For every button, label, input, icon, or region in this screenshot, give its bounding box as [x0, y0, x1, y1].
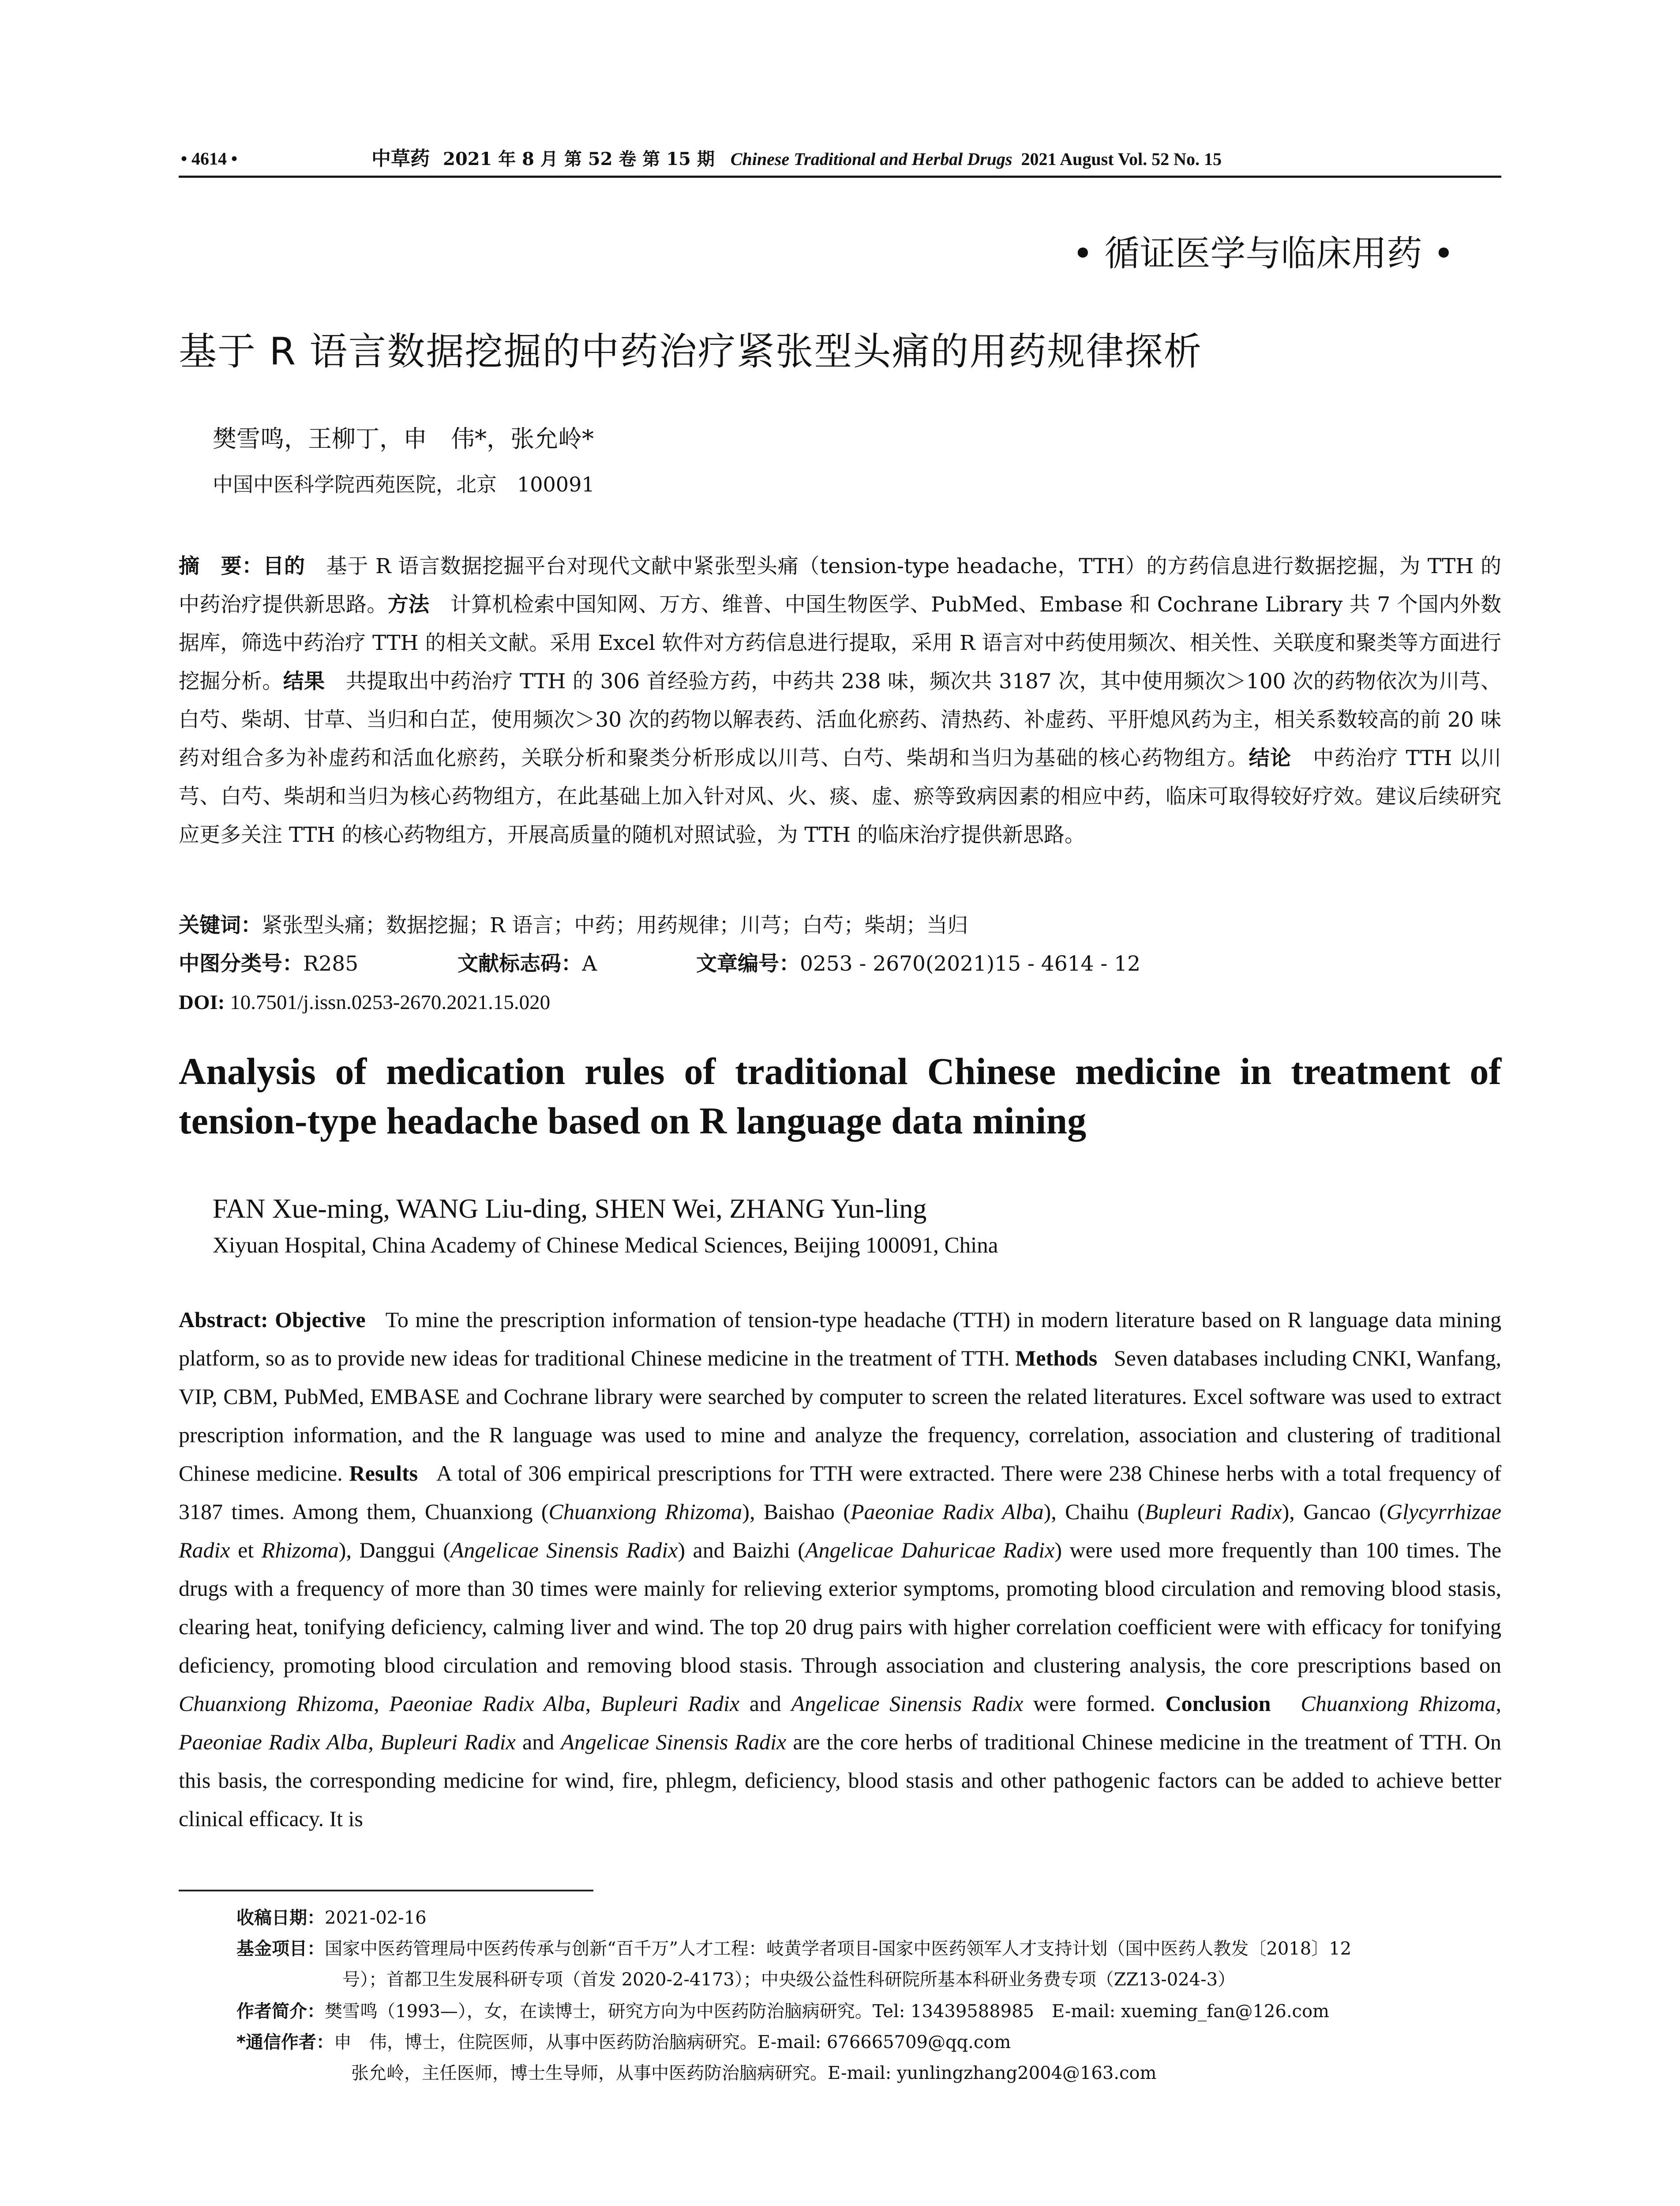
classification-line: [179, 951, 1140, 977]
affiliation-en: Xiyuan Hospital, China Academy of Chinese Medical Sciences, Beijing 100091, China: [213, 1233, 998, 1258]
herb-name: Angelicae Sinensis Radix: [561, 1730, 787, 1754]
results-en-label: Results: [349, 1461, 418, 1486]
footnote-author: [236, 1997, 1329, 2026]
herb-name: Chuanxiong Rhizoma: [1301, 1691, 1496, 1716]
journal-name-en: Chinese Traditional and Herbal Drugs: [730, 149, 1012, 169]
footnote-corresponding: [236, 2028, 1011, 2056]
doc-code-label: 文献标志码：: [458, 952, 582, 976]
header-rule: [179, 176, 1501, 178]
herb-name: Angelicae Sinensis Radix: [791, 1691, 1024, 1716]
conclusion-en-text: ,: [1496, 1691, 1502, 1716]
clc-value: R285: [303, 952, 359, 976]
authors-en: FAN Xue-ming, WANG Liu-ding, SHEN Wei, ZHANG Yun-ling: [213, 1194, 927, 1224]
results-cn-label: 结果: [283, 669, 325, 694]
abstract-cn-label: 摘 要：: [179, 554, 263, 578]
conclusion-en-text: are the core herbs of traditional Chinese medicine in the treatment of TTH. On this basis, the corresponding medicine for wind, fire, phlegm, deficiency, blood stasis and other pathogenic factors can be added to achieve better clinical efficacy. It is: [179, 1730, 1501, 1831]
results-en-text: A total of 306 empirical prescriptions for TTH were extracted. There were 238 Chinese herbs with a total frequency of 3187 times. Among them, Chuanxiong (: [179, 1461, 1502, 1524]
fund-line-2: 号）；首都卫生发展科研专项（首发 2020-2-4173）；中央级公益性科研院所基本科研业务费专项（ZZ13-024-3）: [342, 1970, 1236, 1990]
doi-value: 10.7501/j.issn.0253-2670.2021.15.020: [230, 991, 551, 1014]
clc-label: 中图分类号：: [179, 952, 303, 976]
results-en-text: were formed.: [1023, 1691, 1155, 1716]
footnote-rule: [179, 1890, 593, 1891]
methods-en: Seven databases including CNKI, Wanfang, VIP, CBM, PubMed, EMBASE and Cochrane library were searched by computer to screen the related literatures. Excel software was used to extract prescription information, and the R language was used to mine and analyze the frequency, correlation, association and clustering of traditional Chinese medicine.: [179, 1346, 1502, 1486]
herb-name: Angelicae Dahuricae Radix: [805, 1538, 1055, 1562]
methods-cn: 计算机检索中国知网、万方、维普、中国生物医学、PubMed、Embase 和 Cochrane Library 共 7 个国内外数据库，筛选中药治疗 TTH 的相关文献。采用 Excel 软件对方药信息进行提取，采用 R 语言对中药使用频次、相关性、关联度和聚类等方面进行挖掘分析。: [179, 593, 1501, 694]
footnote-received: [236, 1904, 427, 1932]
results-en-text: ,: [585, 1691, 601, 1716]
results-en-text: ,: [374, 1691, 390, 1716]
results-en-text: et: [230, 1538, 262, 1562]
abstract-cn: [179, 547, 1501, 854]
received-date: 2021-02-16: [325, 1908, 427, 1928]
results-en-text: ) were used more frequently than 100 times. The drugs with a frequency of more than 30 times were mainly for relieving exterior symptoms, promoting blood circulation and removing blood stasis, clearing heat, tonifying deficiency, calming liver and wind. The top 20 drug pairs with higher correlation coefficient were with efficacy for tonifying deficiency, promoting blood circulation and removing blood stasis. Through association and clustering analysis, the core prescriptions based on: [179, 1538, 1502, 1677]
doi-label: DOI:: [179, 991, 225, 1014]
results-en-text: and: [739, 1691, 791, 1716]
conclusion-en-text: and: [515, 1730, 561, 1754]
herb-name: Rhizoma: [261, 1538, 339, 1562]
corresponding-author-2: 张允岭，主任医师，博士生导师，从事中医药防治脑病研究。E-mail: yunlingzhang2004@163.com: [351, 2063, 1157, 2083]
keywords-text: 紧张型头痛；数据挖掘；R 语言；中药；用药规律；川芎；白芍；柴胡；当归: [262, 913, 968, 938]
results-en-text: ), Danggui (: [338, 1538, 450, 1562]
herb-name: Chuanxiong Rhizoma: [548, 1499, 742, 1524]
methods-cn-label: 方法: [387, 593, 430, 617]
herb-name: Bupleuri Radix: [380, 1730, 516, 1754]
abstract-en: [179, 1301, 1501, 1838]
section-heading: • 循证医学与临床用药 •: [1072, 233, 1454, 274]
objective-cn-label: 目的: [263, 554, 305, 578]
objective-cn: 基于 R 语言数据挖掘平台对现代文献中紧张型头痛（tension-type headache，TTH）的方药信息进行数据挖掘，为 TTH 的中药治疗提供新思路。: [179, 554, 1502, 617]
conclusion-en-label: Conclusion: [1165, 1691, 1271, 1716]
results-cn: 共提取出中药治疗 TTH 的 306 首经验方药，中药共 238 味，频次共 3187 次，其中使用频次＞100 次的药物依次为川芎、白芍、柴胡、甘草、当归和白芷，使用频次＞30 次的药物以解表药、活血化瘀药、清热药、补虚药、平肝熄风药为主，相关系数较高的前 20 味药对组合多为补虚药和活血化瘀药，关联分析和聚类分析形成以川芎、白芍、柴胡和当归为基础的核心药物组方。: [179, 669, 1501, 770]
herb-name: Angelicae Sinensis Radix: [450, 1538, 678, 1562]
herb-name: Chuanxiong Rhizoma: [179, 1691, 374, 1716]
results-en-text: ), Chaihu (: [1043, 1499, 1145, 1524]
corresponding-author-1: 申 伟，博士，住院医师，从事中医药防治脑病研究。E-mail: 676665709@qq.com: [334, 2032, 1011, 2052]
journal-name-cn: 中草药: [371, 147, 430, 170]
footnote-fund: [236, 1935, 1351, 1963]
conclusion-cn: 中药治疗 TTH 以川芎、白芍、柴胡和当归为核心药物组方，在此基础上加入针对风、火、痰、虚、瘀等致病因素的相应中药，临床可取得较好疗效。建议后续研究应更多关注 TTH 的核心药物组方，开展高质量的随机对照试验，为 TTH 的临床治疗提供新思路。: [179, 746, 1502, 847]
title-cn: 基于 R 语言数据挖掘的中药治疗紧张型头痛的用药规律探析: [179, 330, 1203, 374]
herb-name: Paeoniae Radix Alba: [850, 1499, 1044, 1524]
fund-label: 基金项目：: [236, 1939, 325, 1959]
methods-en-label: Methods: [1015, 1346, 1098, 1370]
results-en-text: ), Gancao (: [1282, 1499, 1387, 1524]
herb-name: Bupleuri Radix: [600, 1691, 740, 1716]
received-label: 收稿日期：: [236, 1908, 325, 1928]
author-bio-label: 作者简介：: [236, 2001, 325, 2022]
results-en-text: ), Baishao (: [742, 1499, 851, 1524]
keywords-label: 关键词：: [179, 913, 262, 938]
keywords-cn: [179, 912, 968, 939]
herb-name: Paeoniae Radix Alba: [179, 1730, 368, 1754]
authors-cn: 樊雪鸣，王柳丁，申 伟*，张允岭*: [213, 425, 594, 453]
article-number-value: 0253 - 2670(2021)15 - 4614 - 12: [799, 952, 1140, 976]
herb-name: Bupleuri Radix: [1144, 1499, 1282, 1524]
results-en-text: ) and Baizhi (: [678, 1538, 805, 1562]
conclusion-en-text: ,: [368, 1730, 381, 1754]
issue-info-cn: 2021 年 8 月 第 52 卷 第 15 期: [443, 149, 715, 169]
affiliation-cn: 中国中医科学院西苑医院，北京 100091: [213, 473, 595, 496]
doi-line: [179, 989, 550, 1016]
fund-line-1: 国家中医药管理局中医药传承与创新“百千万”人才工程：岐黄学者项目-国家中医药领军人才支持计划（国中医药人教发〔2018〕12: [325, 1939, 1352, 1959]
author-bio: 樊雪鸣（1993—），女，在读博士，研究方向为中医药防治脑病研究。Tel: 13439588985 E-mail: xueming_fan@126.com: [325, 2001, 1329, 2022]
objective-en-label: Objective: [275, 1307, 366, 1332]
herb-name: Paeoniae Radix Alba: [389, 1691, 585, 1716]
herb-name: Glycyrrhizae Radix: [179, 1499, 1501, 1562]
objective-en: To mine the prescription information of tension-type headache (TTH) in modern literature based on R language data mining platform, so as to provide new ideas for traditional Chinese medicine in the treatment of TTH.: [179, 1307, 1501, 1370]
issue-info-en: 2021 August Vol. 52 No. 15: [1021, 149, 1222, 169]
doc-code-value: A: [582, 952, 597, 976]
abstract-en-label: Abstract:: [179, 1307, 268, 1332]
conclusion-cn-label: 结论: [1249, 746, 1292, 770]
corresponding-label: *通信作者：: [236, 2032, 334, 2052]
article-number-label: 文章编号：: [696, 952, 800, 976]
page-number: • 4614 •: [181, 149, 238, 169]
running-header: [371, 148, 1222, 170]
title-en: Analysis of medication rules of traditional Chinese medicine in treatment of tension-type headache based on R language data mining: [179, 1050, 1501, 1142]
